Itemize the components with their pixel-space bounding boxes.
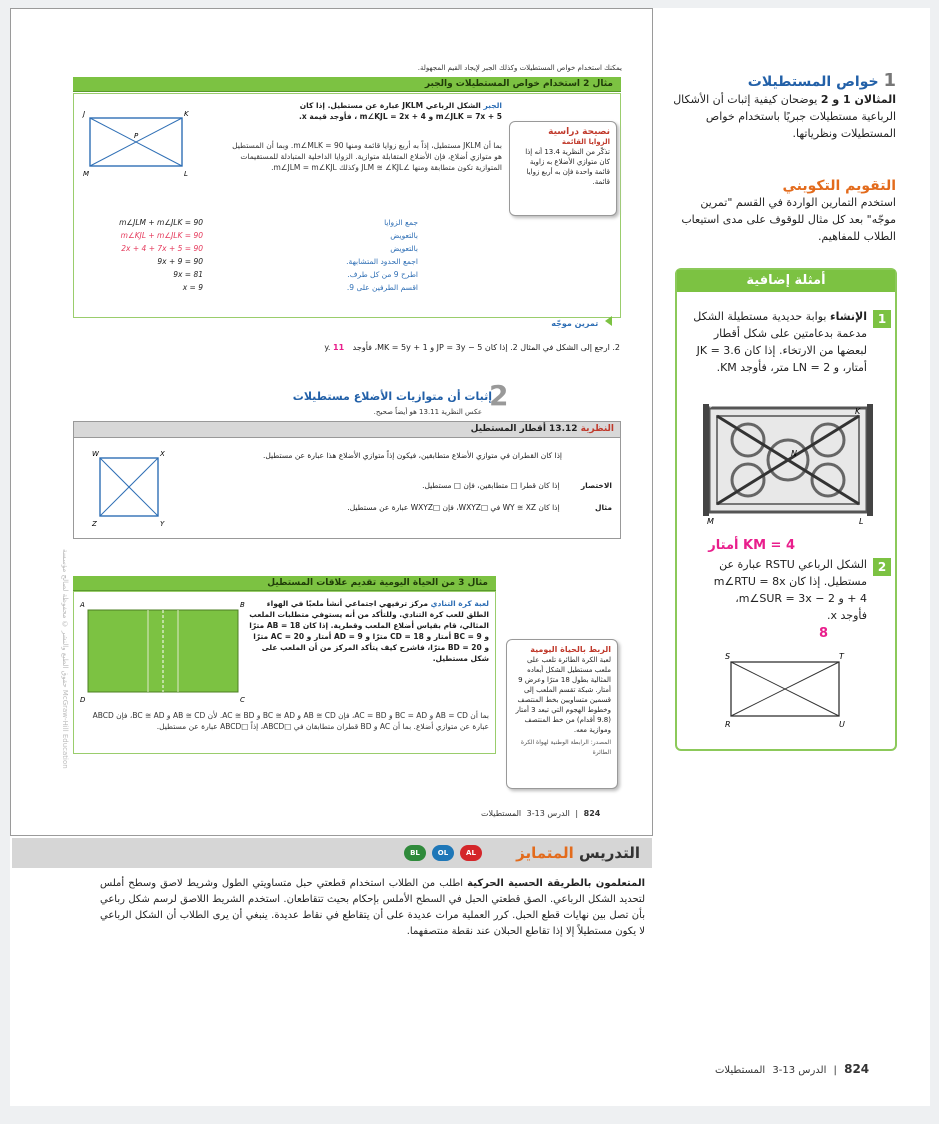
guided-practice-question: 2. ارجع إلى الشكل في المثال 2. إذا كان JP = 3y − 5 و MK = 5y + 1، فأوجد y. (324, 343, 620, 352)
example3-box (73, 591, 496, 754)
step-math: 2x + 4 + 7x + 5 = 90 (121, 244, 203, 253)
additional-examples-box (675, 268, 897, 751)
example2-prompt (277, 100, 502, 122)
gate-figure (703, 400, 873, 525)
gate-label-k: K (855, 407, 861, 416)
page-footer-topic: المستطيلات (715, 1065, 766, 1076)
ex1-body: بوابة حديدية مستطيلة الشكل مدعمة بدعامتين على شكل أقطار لبعضها من الارتخاء. إذا كان JK = 3.6 أمتار، و LN = 2 متر، فأوجد KM. (693, 310, 867, 374)
badge-ol: OL (432, 845, 454, 861)
label-m: M (83, 170, 90, 178)
study-tip-title: نصيحة دراسية (548, 127, 610, 137)
theorem-box (73, 421, 621, 539)
label-s: S (725, 652, 731, 661)
section2-number: 2 (489, 379, 509, 412)
differentiated-instruction-bar (12, 838, 652, 868)
step-math: x = 9 (182, 283, 203, 292)
guided-practice-label: تمرين موجّه (551, 319, 599, 328)
label-w: W (92, 450, 99, 458)
differentiated-title (516, 844, 640, 862)
real-world-link-body: لعبة الكرة الطائرة تلعب على ملعب مستطيل الشكل أبعاده المثالية بطول 18 مترًا وعرض 9 أمتار. شبكة تقسم الملعب إلى قسمين متساويين بخط المنتصف وخطوط الهجوم التي تبعد 3 أمتار (9.8 أقدام) من خط المنتصف وموازية معه. (515, 656, 611, 734)
step-label: بالتعويض (390, 244, 418, 253)
theorem-bar-title: 13.12 أقطار المستطيل (470, 424, 578, 434)
student-page-footer: 824 | الدرس 13-3 المستطيلات (481, 809, 601, 818)
example3-prompt-text: مركز ترفيهي اجتماعي أنشأ ملعبًا في الهواء الطلق للعب كرة التنادي. وللتأكد من أنه يستوفي متطلبات الملعب المثالي، قام بقياس أضلاع الملعب وقطرية. إذا كان AB = 18 مترًا و BC = 9 أمتار و CD = 18 مترًا و AD = 9 أمتار و AC = 20 مترًا و BD = 20 مترًا، فاشرح كيف يتأكد المركز من أن الملعب على شكل مستطيل. (249, 599, 489, 663)
example2-explanation: بما أن JKLM مستطيل، إذاً به أربع زوايا قائمة ومنها m∠MLK = 90. وبما أن المستطيل هو متوازي أضلاع، فإن الأضلاع المتقابلة متوازية. الزوايا الداخلية المتبادلة للمستقيمات المتوازية تكون متطابقة ومنها ∠JLM ≅ ∠KJL وكذلك m∠JLM = m∠KJL. (232, 141, 502, 172)
ex1-label: الإنشاء (829, 310, 867, 323)
section2-title: إثبات أن متوازيات الأضلاع مستطيلات (292, 390, 492, 403)
real-world-link-title: الربط بالحياة اليومية (530, 645, 611, 654)
step-row (78, 242, 418, 255)
guided-practice-answer: 11 (333, 343, 345, 352)
real-world-link-box (506, 639, 618, 789)
differentiated-body (100, 876, 645, 940)
rectangle-rstu-figure (721, 650, 851, 730)
differentiated-body-text: اطلب من الطلاب استخدام قطعتي حبل متساويتي الطول وشريط لاصق وسطح أملس لتحديد الشكل الرباعي. الصق قطعتي الحبل في السطح الأملس بإحكام بحيث تتقاطعان. استخدم الشريط اللاصق لرسم شكل رباعي بأن تصل بين نهايات قطع الحبل. كرر العملية مرات عديدة على أن يتقاطع في نقاط عديدة. ينبغي أن يرى الطلاب أن الشكل الرباعي لا يكون مستطيلاً إلا إذا تقاطع الحبلان عند نقطة منتصفهما. (100, 878, 645, 937)
theorem-example-label: مثال (594, 503, 612, 512)
theorem-example (262, 502, 612, 513)
real-world-link-source: المصدر: الرابطة الوطنية لهواة الكرة الطائرة (520, 739, 611, 756)
theorem-bar-label: النظرية (580, 424, 614, 434)
sidebar-sec1-number: 1 (883, 70, 896, 91)
page-footer: 824 | الدرس 13-3 المستطيلات (715, 1062, 870, 1076)
theorem-abbr-text: إذا كان قطرا □ متطابقين، فإن □ مستطيل. (422, 481, 560, 490)
step-math: 9x + 9 = 90 (157, 257, 203, 266)
step-row (78, 255, 418, 268)
label-l: L (184, 170, 188, 178)
example3-bar: مثال 3 من الحياة اليومية تقديم علاقات المستطيل (73, 576, 496, 591)
label-x: X (160, 450, 165, 458)
label-b: B (240, 601, 245, 609)
rectangle-jklm-figure (82, 108, 192, 178)
ex2-answer: 8 (819, 626, 829, 641)
badge-al: AL (460, 845, 482, 861)
theorem-text: إذا كان القطران في متوازي الأضلاع متطابقين، فيكون إذاً متوازي الأضلاع هذا عبارة عن مستطيل. (262, 451, 562, 460)
court-figure (78, 596, 250, 706)
label-c: C (240, 696, 245, 704)
gate-label-n: N (791, 449, 797, 458)
label-t: T (839, 652, 844, 661)
step-label: بالتعويض (390, 231, 418, 240)
label-p: P (134, 132, 139, 140)
rectangle-wxyz-figure (86, 446, 176, 532)
differentiated-title-b: المتمايز (516, 844, 574, 862)
example2-prompt-label: الجبر (483, 101, 502, 110)
label-k: K (184, 110, 189, 118)
gate-post-right (867, 404, 873, 516)
step-row (78, 281, 418, 294)
guided-practice-title (551, 316, 612, 328)
example2-bar: مثال 2 استخدام خواص المستطيلات والجبر (73, 77, 621, 92)
step-row (78, 216, 418, 229)
step-label: اجمع الحدود المتشابهة. (346, 257, 418, 266)
differentiated-body-bold: المتعلمون بالطريقة الحسية الحركية (467, 878, 646, 889)
footer-lesson: الدرس 13-3 (526, 809, 570, 818)
example2-prompt-text: الشكل الرباعي JKLM عبارة عن مستطيل. إذا كان m∠JLK = 7x + 5 و m∠KJL = 2x + 4 ، فأوجد قيمة x. (299, 101, 502, 121)
step-math: m∠KJL + m∠JLK = 90 (120, 231, 203, 240)
label-a: A (80, 601, 85, 609)
step-label: اقسم الطرفين على 9. (346, 283, 418, 292)
sidebar-sec1-text (668, 91, 896, 142)
sidebar-sec1-body: يوضحان كيفية إثبات أن الأشكال الرباعية مستطيلات جبريًا باستخدام خواص المستطيلات ونظرياتها. (673, 93, 896, 140)
footer-page-number: 824 (583, 809, 601, 818)
study-tip-body: تذكّر من النظرية 13.4 أنه إذا كان متوازي الأضلاع به زاوية قائمة واحدة فإن به أربع زوايا قائمة. (525, 148, 610, 186)
ex2-number: 2 (873, 558, 891, 576)
gate-label-l: L (859, 517, 864, 525)
intro-text: يمكنك استخدام خواص المستطيلات وكذلك الجبر لإيجاد القيم المجهولة. (417, 64, 622, 72)
sidebar-section1 (668, 70, 896, 142)
label-j: J (83, 110, 86, 118)
page-footer-lesson: الدرس 13-3 (772, 1065, 827, 1076)
label-d: D (80, 696, 86, 704)
label-z: Z (92, 520, 97, 528)
student-page (10, 8, 653, 836)
ex2-text: الشكل الرباعي RSTU عبارة عن مستطيل. إذا كان m∠RTU = 8x + 4 و m∠SUR = 3x − 2، فأوجد x. (713, 558, 867, 622)
differentiated-title-a: التدريس (578, 844, 640, 862)
step-label: جمع الزوايا (384, 218, 418, 227)
gate-post-left (703, 404, 709, 516)
example3-solution: بما أن AB = CD و BC = AD و AC = BD، فإن AB ≅ CD و BC ≅ AD و AC ≅ BD. لأن AB ≅ CD و BC ≅ AD، فإن ABCD عبارة عن متوازي أضلاع. بما أن AC و BD قطران متطابقان في □ABCD، إذاً □ABCD عبارة عن مستطيل. (92, 711, 489, 731)
additional-examples-title: أمثلة إضافية (677, 270, 895, 292)
theorem-example-text: إذا كان WY ≅ XZ في □WXYZ، فإن □WXYZ عبارة عن مستطيل. (347, 503, 560, 512)
sidebar-assess-title: التقويم التكويني (782, 178, 896, 194)
ex1-number: 1 (873, 310, 891, 328)
example3-prompt-label: لعبة كرة التنادي (430, 599, 489, 608)
label-y: Y (160, 520, 165, 528)
step-row (78, 268, 418, 281)
vertical-copyright: حقوق الطبع والنشر © محفوظة لصالح مؤسسة McGraw-Hill Education (61, 549, 69, 769)
sidebar-sec1-heading (668, 70, 896, 91)
page-footer-number: 824 (844, 1062, 870, 1076)
example3-prompt (249, 598, 489, 664)
step-row (78, 229, 418, 242)
ex1-text (682, 308, 867, 376)
step-math: m∠JLM + m∠JLK = 90 (119, 218, 203, 227)
step-label: اطرح 9 من كل طرف. (347, 270, 418, 279)
section2-subtitle: عكس النظرية 13.11 هو أيضاً صحيح. (373, 408, 482, 416)
example2-steps (78, 216, 418, 294)
guided-practice-icon (605, 316, 612, 326)
badge-bl: BL (404, 845, 426, 861)
sidebar-assessment (668, 178, 896, 245)
study-tip-box (509, 121, 617, 216)
sidebar-sec1-bold: المثالان 1 و 2 (820, 93, 896, 106)
step-math: 9x = 81 (173, 270, 203, 279)
footer-topic: المستطيلات (481, 809, 522, 818)
gate-label-j: J (711, 400, 714, 408)
theorem-bar (74, 422, 620, 438)
gate-label-m: M (707, 517, 714, 525)
theorem-abbreviation (262, 480, 612, 491)
guided-practice-text (60, 343, 620, 352)
label-r: R (725, 720, 731, 729)
sidebar-sec1-title: خواص المستطيلات (747, 74, 879, 90)
study-tip-subtitle: الزوايا القائمة (561, 138, 610, 146)
ex1-answer: KM = 4 أمتار (708, 538, 795, 553)
label-u: U (839, 720, 845, 729)
theorem-abbr-label: الاختصار (580, 481, 612, 490)
sidebar-assess-text: استخدم التمارين الواردة في القسم "تمرين موجّه" بعد كل مثال للوقوف على مدى استيعاب الطلاب للمفاهيم. (681, 196, 896, 243)
